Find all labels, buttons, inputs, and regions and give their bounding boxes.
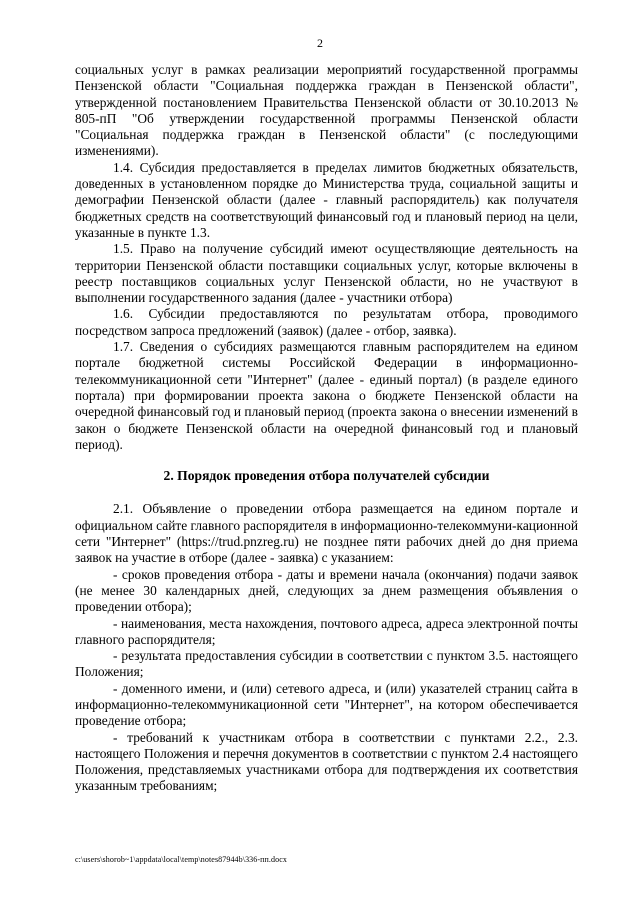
paragraph-1-6: 1.6. Субсидии предоставляются по результатам отбора, проводимого посредством запроса предложений (заявок) (далее - отбор, заявка). <box>75 306 578 338</box>
paragraph-1-5: 1.5. Право на получение субсидий имеют осуществляющие деятельность на территории Пензенской области поставщики социальных услуг, которые включены в реестр поставщиков социальных услуг Пензенской области, но не участвуют в выполнении государственного задания (далее - участники отбора) <box>75 241 578 306</box>
document-body <box>75 62 578 795</box>
list-item-deadlines: - сроков проведения отбора - даты и времени начала (окончания) подачи заявок (не менее 30 календарных дней, следующих за днем размещения объявления о проведении отбора); <box>75 566 578 615</box>
paragraph-1-7: 1.7. Сведения о субсидиях размещаются главным распорядителем на едином портале бюджетной системы Российской Федерации в информационно-телекоммуникационной сети "Интернет" (далее - единый портал) (в разделе единого портала) при формировании проекта закона о бюджете Пензенской области на очередной финансовый год и плановый период (проекта закона о внесении изменений в закон о бюджете Пензенской области на очередной финансовый год и плановый период). <box>75 339 578 452</box>
paragraph-1-4: 1.4. Субсидия предоставляется в пределах лимитов бюджетных обязательств, доведенных в установленном порядке до Министерства труда, социальной защиты и демографии Пензенской области (далее - главный распорядитель) как получателя бюджетных средств на соответствующий финансовый год и плановый период на цели, указанные в пункте 1.3. <box>75 159 578 240</box>
list-item-result: - результата предоставления субсидии в соответствии с пунктом 3.5. настоящего Положения; <box>75 648 578 680</box>
list-item-requirements: - требований к участникам отбора в соответствии с пунктами 2.2., 2.3. настоящего Положения и перечня документов в соответствии с пунктом 2.4 настоящего Положения, представляемых участниками отбора для подтверждения их соответствия указанным требованиям; <box>75 729 578 794</box>
paragraph-program-reference: социальных услуг в рамках реализации мероприятий государственной программы Пензенской области "Социальная поддержка граждан в Пензенской области", утвержденной постановлением Правительства Пензенской области от 30.10.2013 № 805-пП "Об утверждении государственной программы Пензенской области "Социальная поддержка граждан в Пензенской области" (с последующими изменениями). <box>75 62 578 159</box>
section-heading: 2. Порядок проведения отбора получателей субсидии <box>163 468 490 484</box>
page-number: 2 <box>317 36 323 50</box>
list-item-domain: - доменного имени, и (или) сетевого адреса, и (или) указателей страниц сайта в информационно-телекоммуникационной сети "Интернет", на котором обеспечивается проведение отбора; <box>75 680 578 729</box>
paragraph-2-1: 2.1. Объявление о проведении отбора размещается на едином портале и официальном сайте главного распорядителя в информационно-телекоммуни-кационной сети "Интернет" (https://trud.pnzreg.ru) не позднее пяти рабочих дней до дня приема заявок на участие в отборе (далее - заявка) с указанием: <box>75 501 578 566</box>
footer-file-path: c:\users\shorob~1\appdata\local\temp\notes87944b\336-пп.docx <box>75 855 287 864</box>
list-item-address: - наименования, места нахождения, почтового адреса, адреса электронной почты главного распорядителя; <box>75 615 578 647</box>
